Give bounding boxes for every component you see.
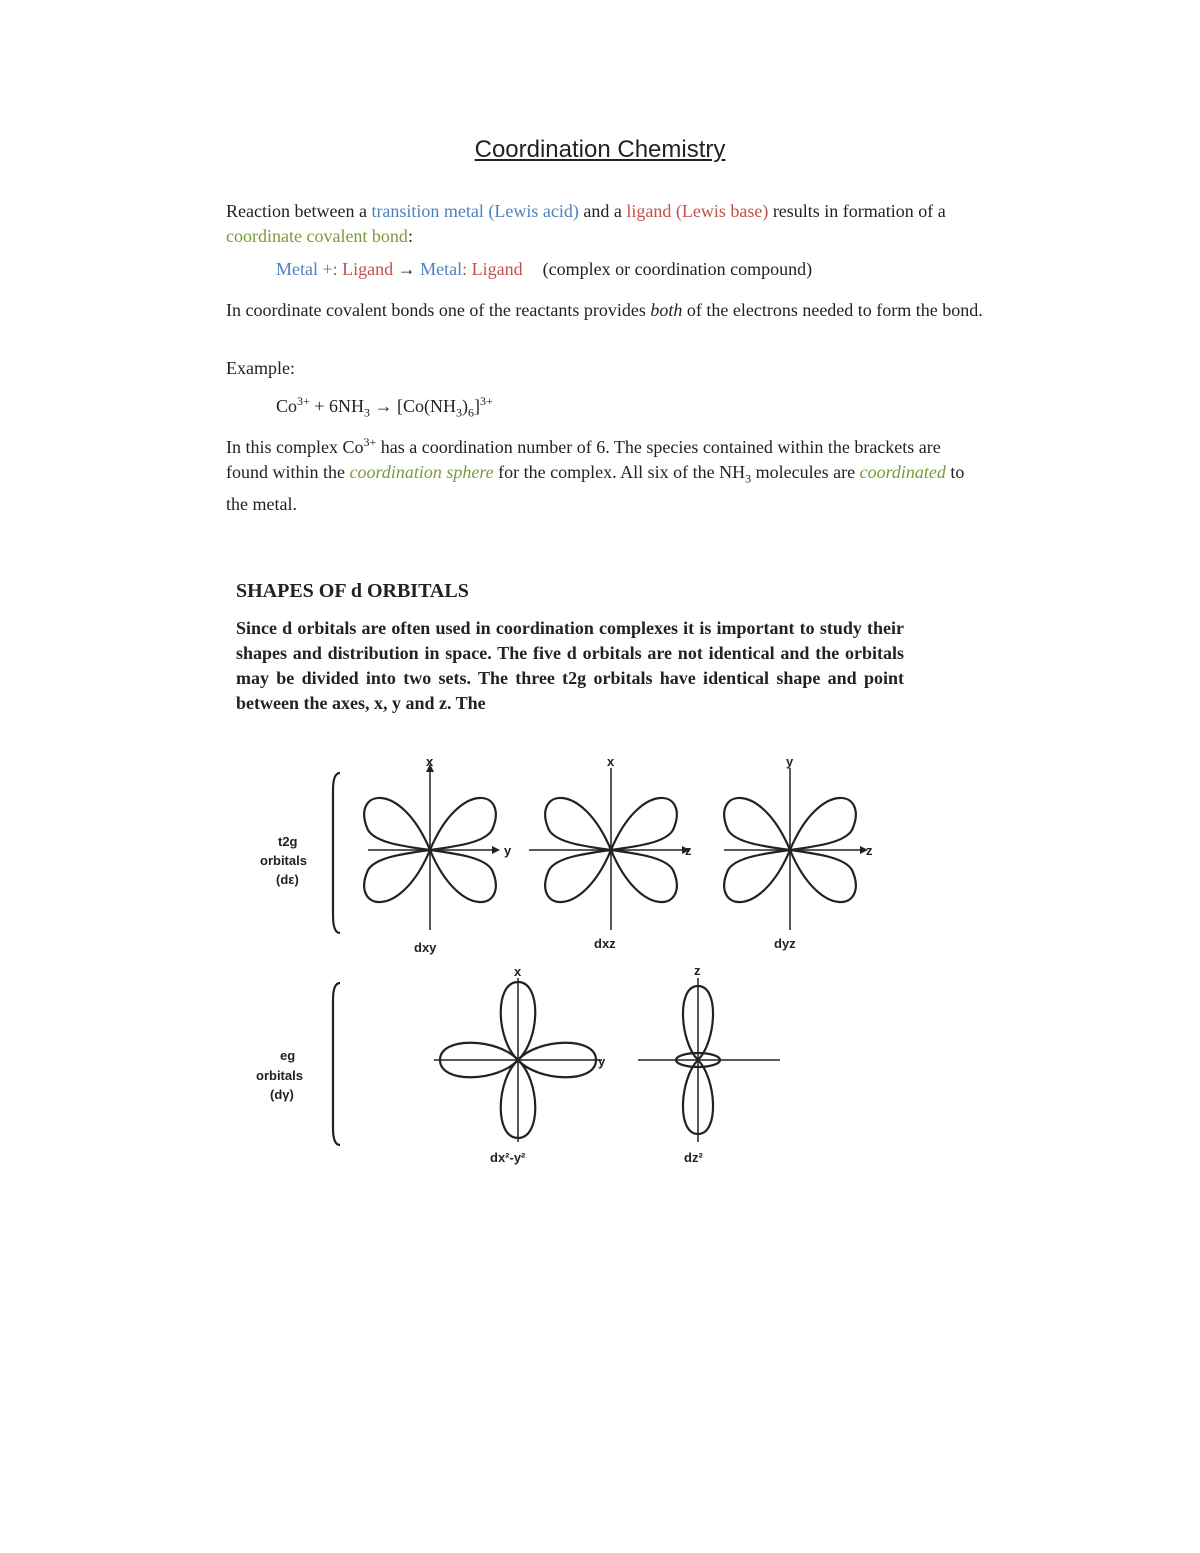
- dxz-label: dxz: [594, 936, 616, 951]
- para3-sub: 3: [745, 471, 752, 486]
- para3-text: for the complex. All six of the NH: [493, 462, 746, 482]
- coordination-sphere-term: coordination sphere: [349, 462, 494, 482]
- ligand-term: ligand (Lewis base): [626, 201, 769, 221]
- para2-text: of the electrons needed to form the bond.: [682, 300, 983, 320]
- intro-text: results in formation of a: [768, 201, 946, 221]
- eq2-sub: 3: [455, 405, 462, 420]
- dx2-y2-orbital: [434, 978, 602, 1142]
- dz2-orbital: [638, 978, 780, 1142]
- eg-label-3: (dγ): [270, 1087, 294, 1102]
- dx2-y2-axis-v: x: [514, 964, 522, 979]
- para3-text: has a coordination number of 6. The species contained within the brackets are found within the: [226, 437, 941, 482]
- para3-text: molecules are: [751, 462, 860, 482]
- dxz-orbital: [529, 768, 683, 930]
- coordinate-bond-term: coordinate covalent bond: [226, 226, 408, 246]
- eq-metal: Metal +: [276, 259, 333, 279]
- eq2-sub: 3: [363, 405, 370, 420]
- t2g-label-2: orbitals: [260, 853, 307, 868]
- example-label: Example:: [226, 358, 295, 378]
- eq-metal-product: Metal: [420, 259, 463, 279]
- t2g-label-3: (dε): [276, 872, 299, 887]
- para2-text: In coordinate covalent bonds one of the reactants provides: [226, 300, 651, 320]
- eg-label-2: orbitals: [256, 1068, 303, 1083]
- para3-charge: 3+: [363, 435, 377, 449]
- intro-text: Reaction between a: [226, 201, 372, 221]
- transition-metal-term: transition metal (Lewis acid): [371, 201, 579, 221]
- dxz-axis-h: z: [685, 843, 692, 858]
- eq-note: (complex or coordination compound): [542, 259, 813, 279]
- dz2-label: dz²: [684, 1150, 703, 1165]
- page-title: Coordination Chemistry: [474, 136, 726, 163]
- dx2-y2-axis-h: y: [598, 1054, 606, 1069]
- t2g-label-1: t2g: [278, 834, 298, 849]
- eg-brace: [333, 983, 340, 1145]
- dz2-axis-v: z: [694, 963, 701, 978]
- para3-text: In this complex Co: [226, 437, 364, 457]
- eq2-bracket: ]: [473, 396, 480, 416]
- t2g-brace: [333, 773, 340, 933]
- dyz-axis-v: y: [786, 754, 794, 769]
- eg-label-1: eg: [280, 1048, 296, 1063]
- eq2-arrow: → [Co(NH: [369, 396, 456, 416]
- dxy-axis-h: y: [504, 843, 512, 858]
- scan-body: Since d orbitals are often used in coordination complexes it is important to study their shapes and distribution in space. The five d orbitals are not identical and the orbitals may be divided into two sets. The three t2g orbitals have identical shape and point between the axes, x, y and z. The: [236, 618, 904, 713]
- intro-text: and a: [578, 201, 627, 221]
- intro-text: :: [407, 226, 413, 246]
- eq-ligand: : Ligand: [332, 259, 394, 279]
- dxy-label: dxy: [414, 940, 437, 955]
- dx2-y2-label: dx²-y²: [490, 1150, 526, 1165]
- eq2-co: Co: [276, 396, 298, 416]
- coordinated-term: coordinated: [859, 462, 946, 482]
- para3-text: to the metal.: [226, 462, 965, 514]
- eq-ligand-product: : Ligand: [462, 259, 523, 279]
- para2-emphasis: both: [650, 300, 683, 320]
- eq2-complex-charge: 3+: [479, 394, 493, 408]
- dyz-orbital: [724, 768, 862, 930]
- dyz-label: dyz: [774, 936, 796, 951]
- eq2-sub6: 6: [467, 405, 474, 420]
- dyz-axis-h: z: [866, 843, 873, 858]
- dxz-axis-v: x: [607, 754, 615, 769]
- eq-arrow: →: [393, 259, 421, 279]
- dxy-orbital: [364, 768, 498, 930]
- scan-heading: SHAPES OF d ORBITALS: [236, 580, 469, 602]
- eq2-charge: 3+: [297, 394, 310, 408]
- eq2-nh3: + 6NH: [309, 396, 364, 416]
- eq2-paren: ): [461, 396, 468, 416]
- dxy-axis-v: x: [426, 754, 434, 769]
